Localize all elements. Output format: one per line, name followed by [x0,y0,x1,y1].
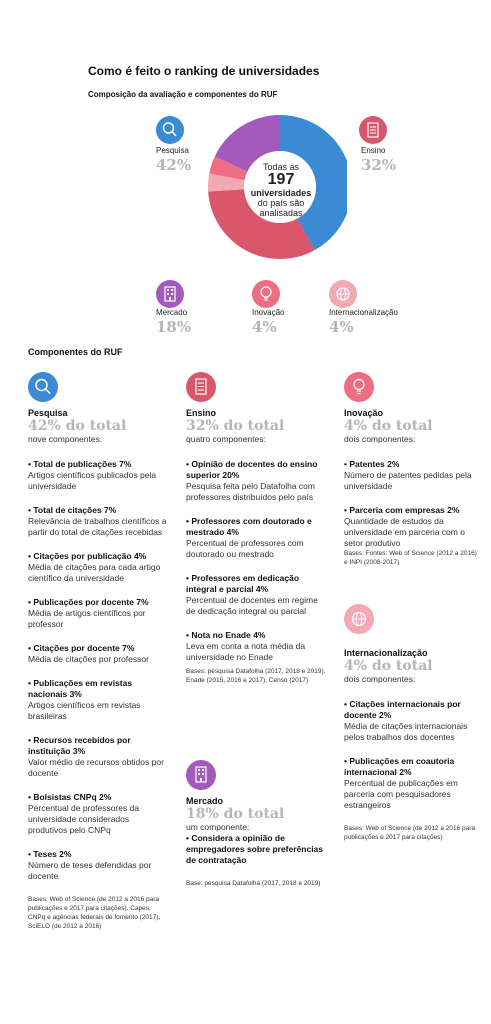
mercado-pct: 18% do total [186,806,285,822]
component-name: • Recursos recebidos por instituição 3% [28,735,131,756]
component-name: • Total de citações 7% [28,505,117,515]
component-name: • Publicações por docente 7% [28,597,149,607]
magnifier-icon [156,116,184,144]
column-inovacao [344,372,479,567]
lightbulb-icon [252,280,280,308]
donut-center-text [236,162,326,218]
inovacao-base: Bases: Fontes: Web of Science (2012 a 2016) e INPI (2008-2017) [344,550,477,566]
magnifier-icon [28,372,58,402]
globe-icon [344,604,374,634]
component-name: • Total de publicações 7% [28,459,132,469]
page-title: Como é feito o ranking de universidades [88,64,320,78]
component-desc: Média de citações por professor [28,654,149,664]
component-desc: Valor médio de recursos obtidos por docente [28,757,164,778]
component-name: • Nota no Enade 4% [186,630,266,640]
inovacao-ncomp: dois componentes: [344,434,416,444]
component-item [28,597,168,630]
component-item [28,849,168,882]
component-desc: Percentual de professores com doutorado ou mestrado [186,538,304,559]
component-item [28,735,168,779]
component-name: • Professores em dedicação integral e parcial 4% [186,573,300,594]
component-desc: Média de artigos científicos por professor [28,608,146,629]
pesquisa-base: Bases: Web of Science (de 2012 a 2016 para publicações e 2017 para citações), Capes, CNPq e agências federais de fomento (2017), SciELO (de 2012 a 2016) [28,896,161,930]
component-item [186,459,326,503]
component-desc: Percentual de publicações em parceria com pesquisadores estrangeiros [344,778,458,810]
component-item [344,505,479,549]
column-mercado [186,760,326,888]
mercado-items [186,833,326,866]
component-name: • Publicações em revistas nacionais 3% [28,678,133,699]
internacionalizacao-base: Bases: Web of Science (de 2012 a 2016 para publicações e 2017 para citações) [344,825,476,841]
ring-label-mercado: Mercado [156,308,188,317]
component-name: • Bolsistas CNPq 2% [28,792,112,802]
ring-label-inovacao: Inovação [252,308,285,317]
ring-pct-mercado: 18% [156,318,192,336]
column-ensino [186,372,326,685]
component-desc: Leva em conta a nota média da universidade no Enade [186,641,306,662]
component-item [28,551,168,584]
component-item [344,756,479,811]
component-name: • Patentes 2% [344,459,400,469]
pesquisa-pct: 42% do total [28,418,127,434]
component-item [186,630,326,663]
document-icon [186,372,216,402]
center-line1: Todas as [262,162,300,172]
component-item [28,643,168,665]
component-item [28,505,168,538]
document-icon [359,116,387,144]
internacionalizacao-pct: 4% do total [344,658,433,674]
component-item [186,516,326,560]
inovacao-items [344,459,479,549]
component-item [28,459,168,492]
component-desc: Número de patentes pedidas pela universidade [344,470,472,491]
page-subtitle: Composição da avaliação e componentes do RUF [88,90,278,99]
ring-label-pesquisa: Pesquisa [156,146,189,155]
inovacao-pct: 4% do total [344,418,433,434]
pesquisa-items [28,459,168,882]
component-desc: Média de citações para cada artigo científico da universidade [28,562,161,583]
ensino-title: Ensino [186,408,217,418]
mercado-ncomp: um componente: [186,822,250,832]
component-name: • Opinião de docentes do ensino superior 20% [186,459,318,480]
ring-pct-inovacao: 4% [252,318,277,336]
inovacao-title: Inovação [344,408,384,418]
mercado-base: Base: pesquisa Datafolha (2017, 2018 e 2019) [186,880,321,887]
component-desc: Média de citações internacionais pelos trabalhos dos docentes [344,721,468,742]
component-name: • Professores com doutorado e mestrado 4% [186,516,312,537]
internacionalizacao-items [344,699,479,811]
component-desc: Artigos científicos em revistas brasileiras [28,700,141,721]
component-item [344,699,479,743]
component-name: • Citações por publicação 4% [28,551,147,561]
component-desc: Relevância de trabalhos científicos a partir do total de citações recebidas [28,516,167,537]
component-name: • Parceria com empresas 2% [344,505,460,515]
ensino-pct: 32% do total [186,418,285,434]
ring-pct-ensino: 32% [361,156,397,174]
lightbulb-icon [344,372,374,402]
component-name: • Teses 2% [28,849,72,859]
building-icon [156,280,184,308]
component-item [186,573,326,617]
ring-pct-pesquisa: 42% [156,156,192,174]
component-desc: Quantidade de estudos da universidade em parceria com o setor produtivo [344,516,465,548]
center-line4: analisadas [259,208,303,218]
internacionalizacao-ncomp: dois componentes: [344,674,416,684]
component-name: • Considera a opinião de empregadores sobre preferências de contratação [186,833,324,865]
component-item [186,833,326,866]
component-name: • Publicações em coautoria internacional 2% [344,756,455,777]
column-internacionalizacao [344,604,479,842]
component-desc: Percentual de professores da universidade considerados produtivos pelo CNPq [28,803,140,835]
pesquisa-ncomp: nove componentes: [28,434,103,444]
components-title: Componentes do RUF [28,347,123,357]
ensino-items [186,459,326,663]
ensino-base: Bases: pesquisa Datafolha (2017, 2018 e 2019), Enade (2015, 2016 e 2017), Censo (2017) [186,668,326,684]
center-bold: universidades [250,188,312,198]
component-desc: Artigos científicos publicados pela universidade [28,470,157,491]
component-item [28,792,168,836]
ring-pct-internacionalizacao: 4% [329,318,354,336]
internacionalizacao-title: Internacionalização [344,648,428,658]
component-name: • Citações por docente 7% [28,643,135,653]
globe-icon [329,280,357,308]
pesquisa-title: Pesquisa [28,408,68,418]
component-name: • Citações internacionais por docente 2% [344,699,461,720]
component-item [344,459,479,492]
building-icon [186,760,216,790]
ring-label-internacionalizacao: Internacionalização [329,308,398,317]
ring-label-ensino: Ensino [361,146,386,155]
column-pesquisa [28,372,168,931]
component-desc: Pesquisa feita pelo Datafolha com professores distribuídos pelo país [186,481,315,502]
component-desc: Percentual de docentes em regime de dedicação integral ou parcial [186,595,318,616]
ensino-ncomp: quatro componentes: [186,434,266,444]
component-item [28,678,168,722]
component-desc: Número de teses defendidas por docente [28,860,152,881]
center-line3: do país são [257,198,305,208]
center-number: 197 [267,171,295,188]
mercado-title: Mercado [186,796,224,806]
